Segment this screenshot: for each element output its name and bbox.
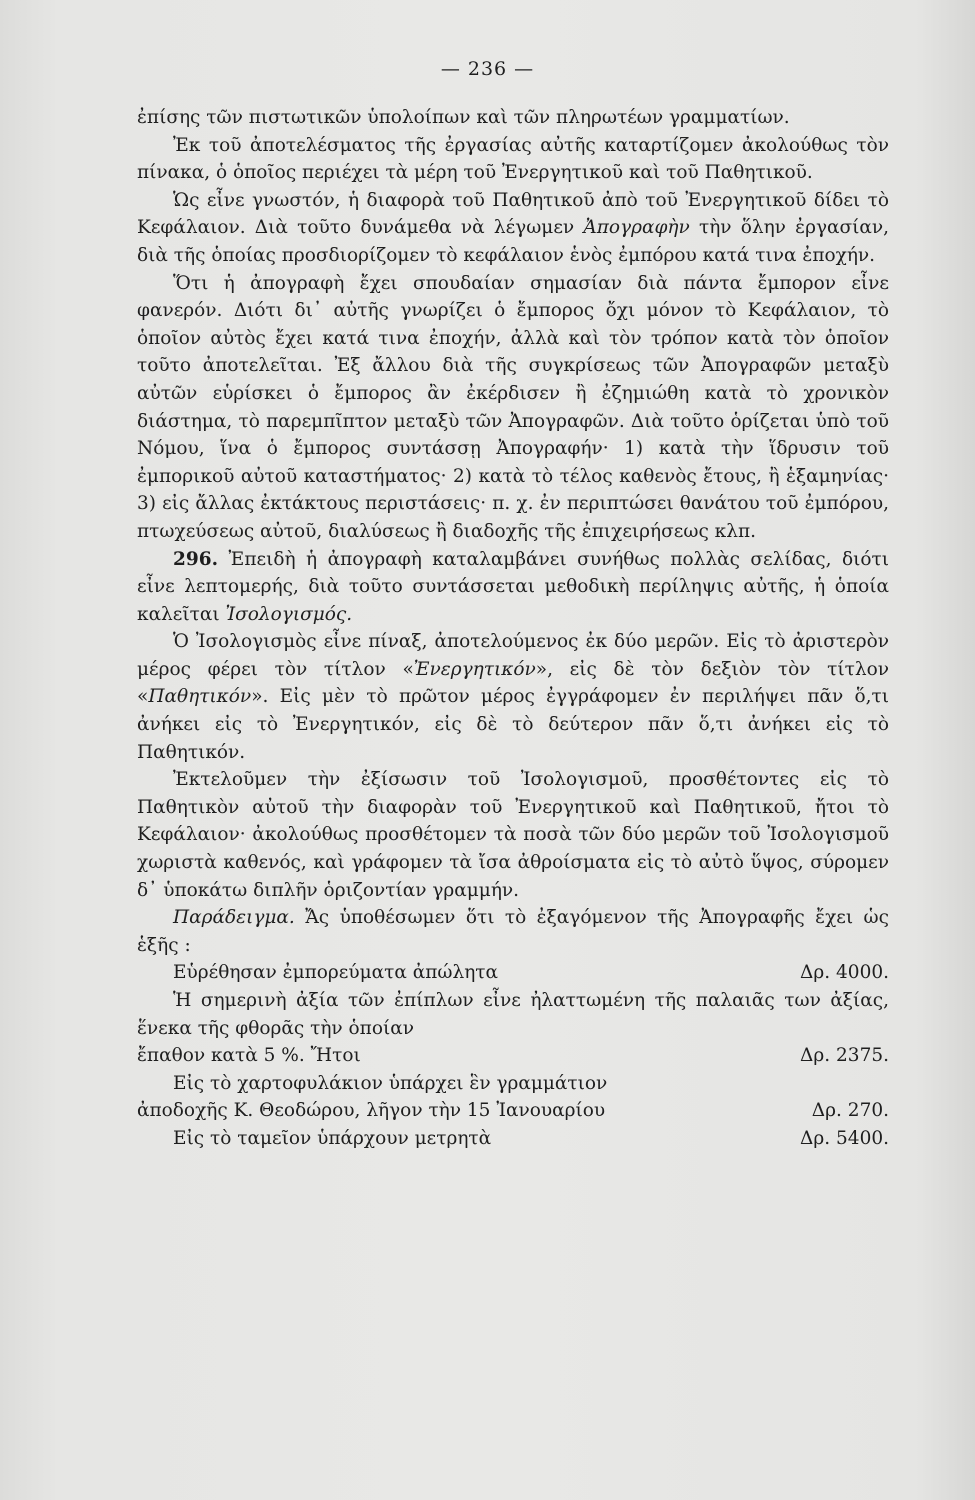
- item-1-desc: Εὑρέθησαν ἐμπορεύματα ἀπώλητα: [173, 962, 499, 984]
- term-isologismos: Ἰσολογισμός.: [225, 603, 353, 625]
- paragraph-2: Ἐκ τοῦ ἀποτελέσματος τῆς ἐργασίας αὐτῆς καταρτίζομεν ἀκολούθως τὸν πίνακα, ὁ ὁποῖος περιέχει τὰ μέρη τοῦ Ἐνεργητικοῦ καὶ τοῦ Παθητικοῦ.: [137, 134, 889, 184]
- item-2-pre: Ἡ σημερινὴ ἀξία τῶν ἐπίπλων εἶνε ἠλαττωμένη τῆς παλαιᾶς των ἀξίας, ἕνεκα τῆς φθορᾶς τὴν ὁποίαν: [137, 990, 889, 1039]
- paragraph-6: [137, 628, 889, 766]
- item-2-amount: Δρ. 2375.: [800, 1045, 889, 1067]
- item-3-amount: Δρ. 270.: [811, 1100, 889, 1122]
- example-intro: Ἄς ὑποθέσωμεν ὅτι τὸ ἐξαγόμενον τῆς Ἀπογραφῆς ἔχει ὡς ἑξῆς :: [137, 907, 889, 956]
- item-2: [137, 1042, 889, 1070]
- item-1: [137, 959, 889, 987]
- paragraph-5-text: Ἐπειδὴ ἡ ἀπογραφὴ καταλαμβάνει συνήθως πολλὰς σελίδας, διότι εἶνε λεπτομερής, διὰ τοῦτο συντάσσεται μεθοδικὴ περίληψις αὐτῆς, ἡ ὁποία καλεῖται: [137, 548, 889, 625]
- example-label: Παράδειγμα.: [173, 907, 295, 929]
- item-row: [137, 1097, 889, 1125]
- paragraph-6-mid: », εἰς δὲ τὸν δεξιὸν τὸν τίτλον «: [137, 658, 889, 708]
- item-1-amount: Δρ. 4000.: [800, 962, 889, 984]
- paragraph-3-text: Ὡς εἶνε γνωστόν, ἡ διαφορὰ τοῦ Παθητικοῦ ἀπὸ τοῦ Ἐνεργητικοῦ δίδει τὸ Κεφάλαιον. Διὰ τοῦτο δυνάμεθα νὰ λέγωμεν: [137, 189, 889, 239]
- paragraph-3: [137, 187, 889, 270]
- term-pathitikon: Παθητικόν: [148, 686, 252, 708]
- item-4-desc: Εἰς τὸ ταμεῖον ὑπάρχουν μετρητὰ: [173, 1127, 492, 1149]
- paragraph-6-text: Ὁ Ἰσολογισμὸς εἶνε πίναξ, ἀποτελούμενος ἐκ δύο μερῶν. Εἰς τὸ ἀριστερὸν μέρος φέρει τὸν τίτλον «: [137, 631, 889, 680]
- term-apografi: Ἀπογραφὴν: [583, 217, 690, 239]
- item-4-amount: Δρ. 5400.: [800, 1127, 889, 1149]
- paragraph-7: Ἐκτελοῦμεν τὴν ἐξίσωσιν τοῦ Ἰσολογισμοῦ, προσθέτοντες εἰς τὸ Παθητικὸν αὐτοῦ τὴν διαφορὰν τοῦ Ἐνεργητικοῦ καὶ Παθητικοῦ, ἤτοι τὸ Κεφάλαιον· ἀκολούθως προσθέτομεν τὰ ποσὰ τῶν δύο μερῶν τοῦ Ἰσολογισμοῦ χωριστὰ καθενός, καὶ γράφομεν τὰ ἴσα ἀθροίσματα εἰς τὸ αὐτὸ ὕψος, σύρομεν δ᾽ ὑποκάτω διπλῆν ὁριζοντίαν γραμμήν.: [137, 769, 889, 901]
- section-number: 296.: [173, 548, 219, 570]
- paragraph-4: Ὅτι ἡ ἀπογραφὴ ἔχει σπουδαίαν σημασίαν διὰ πάντα ἔμπορον εἶνε φανερόν. Διότι δι᾽ αὐτῆς γνωρίζει ὁ ἔμπορος ὄχι μόνον τὸ Κεφάλαιον, τὸ ὁποῖον αὐτὸς ἔχει κατά τινα ἐποχήν, ἀλλὰ καὶ τὸν τρόπον κατὰ τὸν ὁποῖον τοῦτο ἀποτελεῖται. Ἐξ ἄλλου διὰ τῆς συγκρίσεως τῶν Ἀπογραφῶν μεταξὺ αὐτῶν εὑρίσκει ὁ ἔμπορος ἂν ἐκέρδισεν ἢ ἐζημιώθη κατὰ τὸ χρονικὸν διάστημα, τὸ παρεμπῖπτον μεταξὺ τῶν Ἀπογραφῶν. Διὰ τοῦτο ὁρίζεται ὑπὸ τοῦ Νόμου, ἵνα ὁ ἔμπορος συντάσσῃ Ἀπογραφήν· 1) κατὰ τὴν ἵδρυσιν τοῦ ἐμπορικοῦ αὐτοῦ καταστήματος· 2) κατὰ τὸ τέλος καθενὸς ἔτους, ἢ ἑξαμηνίας· 3) εἰς ἄλλας ἐκτάκτους περιστάσεις· π. χ. ἐν περιπτώσει θανάτου τοῦ ἐμπόρου, πτωχεύσεως αὐτοῦ, διαλύσεως ἢ διαδοχῆς τῆς ἐπιχειρήσεως κλπ.: [137, 272, 889, 542]
- item-3: [137, 1097, 889, 1125]
- item-row: [137, 1125, 889, 1153]
- item-3-desc: ἀποδοχῆς Κ. Θεοδώρου, λῆγον τὴν 15 Ἰανουαρίου: [137, 1100, 606, 1122]
- paragraph-6-rest: ». Εἰς μὲν τὸ πρῶτον μέρος ἐγγράφομεν ἐν περιλήψει πᾶν ὅ,τι ἀνήκει εἰς τὸ Ἐνεργητικόν, εἰς δὲ τὸ δεύτερον πᾶν ὅ,τι ἀνήκει εἰς τὸ Παθητικόν.: [137, 686, 889, 763]
- item-4: [137, 1125, 889, 1153]
- item-2-desc: ἔπαθον κατὰ 5 %. Ἤτοι: [137, 1045, 361, 1067]
- item-3-pre: Εἰς τὸ χαρτοφυλάκιον ὑπάρχει ἓν γραμμάτιον: [173, 1072, 608, 1094]
- item-row: [137, 959, 889, 987]
- example-paragraph: [137, 904, 889, 959]
- paragraph-1: ἐπίσης τῶν πιστωτικῶν ὑπολοίπων καὶ τῶν πληρωτέων γραμματίων.: [137, 107, 790, 128]
- term-energitikon: Ἐνεργητικόν: [413, 658, 536, 680]
- paragraph-3-rest: τὴν ὅλην ἐργασίαν, διὰ τῆς ὁποίας προσδιορίζομεν τὸ κεφάλαιον ἑνὸς ἐμπόρου κατά τινα ἐποχήν.: [137, 217, 889, 266]
- page-body: [137, 104, 889, 1153]
- paragraph-5: [137, 546, 889, 629]
- page-number: — 236 —: [440, 58, 535, 80]
- item-row: [137, 1042, 889, 1070]
